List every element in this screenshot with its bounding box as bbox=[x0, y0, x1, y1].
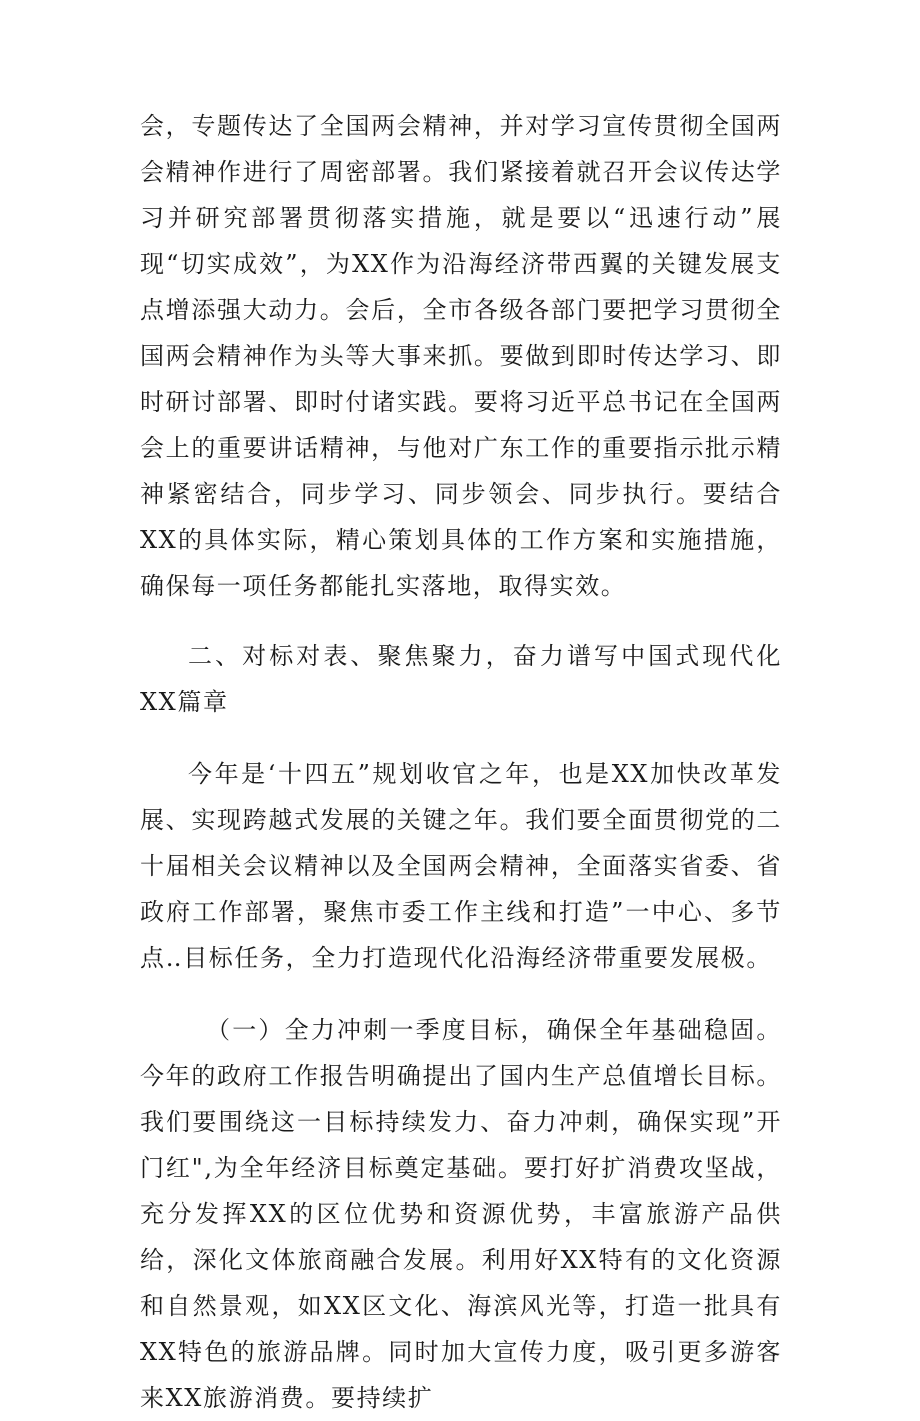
body-paragraph-intro: 今年是‘十四五”规划收官之年，也是XX加快改革发展、实现跨越式发展的关键之年。我们要全面贯彻党的二十届相关会议精神以及全国两会精神，全面落实省委、省政府工作部署，聚焦市委工作主线和打造”一中心、多节点‥目标任务，全力打造现代化沿海经济带重要发展极。 bbox=[140, 760, 782, 972]
subsection-paragraph-one: （一）全力冲刺一季度目标，确保全年基础稳固。今年的政府工作报告明确提出了国内生产总值增长目标。我们要围绕这一目标持续发力、奋力冲刺，确保实现”开门红",为全年经济目标奠定基础。要打好扩消费攻坚战，充分发挥XX的区位优势和资源优势，丰富旅游产品供给，深化文体旅商融合发展。利用好XX特有的文化资源和自然景观，如XX区文化、海滨风光等，打造一批具有XX特色的旅游品牌。同时加大宣传力度，吸引更多游客来XX旅游消费。要持续扩 bbox=[140, 1016, 782, 1412]
body-paragraph-continuation: 会，专题传达了全国两会精神，并对学习宣传贯彻全国两会精神作进行了周密部署。我们紧接着就召开会议传达学习并研究部署贯彻落实措施，就是要以“迅速行动”展现“切实成效”，为XX作为沿海经济带西翼的关键发展支点增添强大动力。会后，全市各级各部门要把学习贯彻全国两会精神作为头等大事来抓。要做到即时传达学习、即时研讨部署、即时付诸实践。要将习近平总书记在全国两会上的重要讲话精神，与他对广东工作的重要指示批示精神紧密结合，同步学习、同步领会、同步执行。要结合XX的具体实际，精心策划具体的工作方案和实施措施，确保每一项任务都能扎实落地，取得实效。 bbox=[140, 112, 782, 600]
section-heading-two: 二、对标对表、聚焦聚力，奋力谱写中国式现代化XX篇章 bbox=[140, 642, 782, 716]
